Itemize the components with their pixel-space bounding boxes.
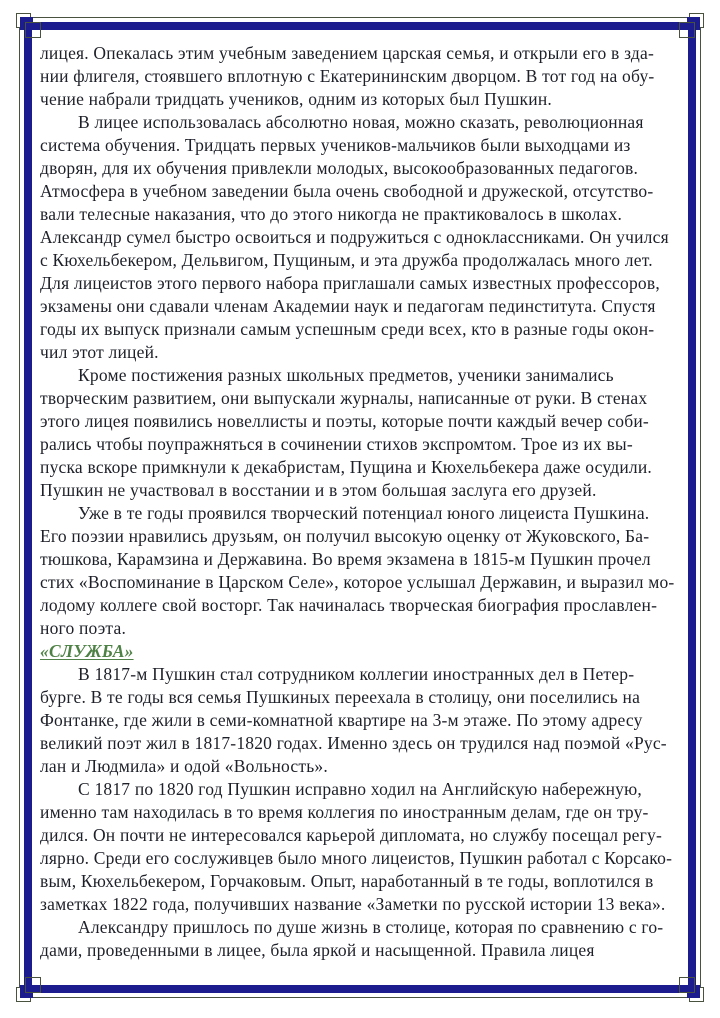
- text-line: с Кюхельбекером, Дельвигом, Пущиным, и эта дружба продолжалась много лет.: [40, 250, 653, 270]
- corner-inner-square: [25, 977, 41, 993]
- text-line: именно там находилась в то время коллегия по иностранным делам, где он тру-: [40, 802, 649, 822]
- text-line: Александру пришлось по душе жизнь в столице, которая по сравнению с го-: [78, 917, 664, 937]
- text-line: С 1817 по 1820 год Пушкин исправно ходил на Английскую набережную,: [78, 779, 642, 799]
- corner-inner-square: [679, 977, 695, 993]
- frame-corner-ornament-bottom-left: [14, 974, 44, 1004]
- text-line: экзамены они сдавали членам Академии наук и педагогам пединститута. Спустя: [40, 296, 656, 316]
- text-line: Пушкин не участвовал в восстании и в этом большая заслуга его друзей.: [40, 480, 597, 500]
- text-line: Фонтанке, где жили в семи-комнатной квартире на 3-м этаже. По этому адресу: [40, 710, 643, 730]
- text-line: бурге. В те годы вся семья Пушкиных переехала в столицу, они поселились на: [40, 687, 641, 707]
- text-line: В 1817-м Пушкин стал сотрудником коллегии иностранных дел в Петер-: [78, 664, 635, 684]
- text-line: вым, Кюхельбекером, Горчаковым. Опыт, наработанный в те годы, воплотился в: [40, 871, 654, 891]
- text-line: В лицее использовалась абсолютно новая, можно сказать, революционная: [78, 112, 644, 132]
- text-line: заметках 1822 года, получивших название «Заметки по русской истории 13 века».: [40, 894, 666, 914]
- document-body: [40, 42, 684, 962]
- text-line: пуска вскоре примкнули к декабристам, Пущина и Кюхельбекера даже осудили.: [40, 457, 653, 477]
- text-line: великий поэт жил в 1817-1820 годах. Именно здесь он трудился над поэмой «Рус-: [40, 733, 667, 753]
- text-line: этого лицея появились новеллисты и поэты, которые почти каждый вечер соби-: [40, 411, 649, 431]
- text-line: рались чтобы поупражняться в сочинении стихов экспромтом. Трое из их вы-: [40, 434, 633, 454]
- text-line: Его поэзии нравились друзьям, он получил высокую оценку от Жуковского, Ба-: [40, 526, 650, 546]
- text-line: чение набрали тридцать учеников, одним из которых был Пушкин.: [40, 89, 552, 109]
- text-line: стих «Воспоминание в Царском Селе», которое услышал Державин, и выразил мо-: [40, 572, 675, 592]
- text-line: творческим развитием, они выпускали журналы, написанные от руки. В стенах: [40, 388, 648, 408]
- text-line: лярно. Среди его сослуживцев было много лицеистов, Пушкин работал с Корсако-: [40, 848, 673, 868]
- text-line: система обучения. Тридцать первых учеников-мальчиков были выходцами из: [40, 135, 631, 155]
- text-line: Кроме постижения разных школьных предметов, ученики занимались: [78, 365, 614, 385]
- text-line: чил этот лицей.: [40, 342, 159, 362]
- text-line: тюшкова, Карамзина и Державина. Во время экзамена в 1815-м Пушкин прочел: [40, 549, 651, 569]
- frame-corner-ornament-top-left: [14, 11, 44, 41]
- text-line: лодому коллеге свой восторг. Так начиналась творческая биография прославлен-: [40, 595, 658, 615]
- text-line: нии флигеля, стоявшего вплотную с Екатерининским дворцом. В тот год на обу-: [40, 66, 655, 86]
- text-line: Александр сумел быстро освоиться и подружиться с одноклассниками. Он учился: [40, 227, 669, 247]
- text-line: лан и Людмила» и одой «Вольность».: [40, 756, 328, 776]
- text-line: дворян, для их обучения привлекли молодых, высокообразованных педагогов.: [40, 158, 639, 178]
- text-line: Уже в те годы проявился творческий потенциал юного лицеиста Пушкина.: [78, 503, 650, 523]
- text-line: вали телесные наказания, что до этого никогда не практиковалось в школах.: [40, 204, 623, 224]
- text-line: годы их выпуск признали самым успешным среди всех, кто в разные годы окон-: [40, 319, 655, 339]
- corner-inner-square: [25, 22, 41, 38]
- frame-corner-ornament-bottom-right: [676, 974, 706, 1004]
- text-line: ного поэта.: [40, 618, 127, 638]
- text-line: дами, проведенными в лицее, была яркой и насыщенной. Правила лицея: [40, 940, 595, 960]
- text-line: дился. Он почти не интересовался карьерой дипломата, но службу посещал регу-: [40, 825, 662, 845]
- text-line: лицея. Опекалась этим учебным заведением царская семья, и открыли его в зда-: [40, 43, 654, 63]
- corner-inner-square: [679, 22, 695, 38]
- frame-corner-ornament-top-right: [676, 11, 706, 41]
- section-heading: «СЛУЖБА»: [40, 641, 134, 661]
- text-line: Атмосфера в учебном заведении была очень свободной и дружеской, отсутство-: [40, 181, 654, 201]
- text-line: Для лицеистов этого первого набора приглашали самых известных профессоров,: [40, 273, 660, 293]
